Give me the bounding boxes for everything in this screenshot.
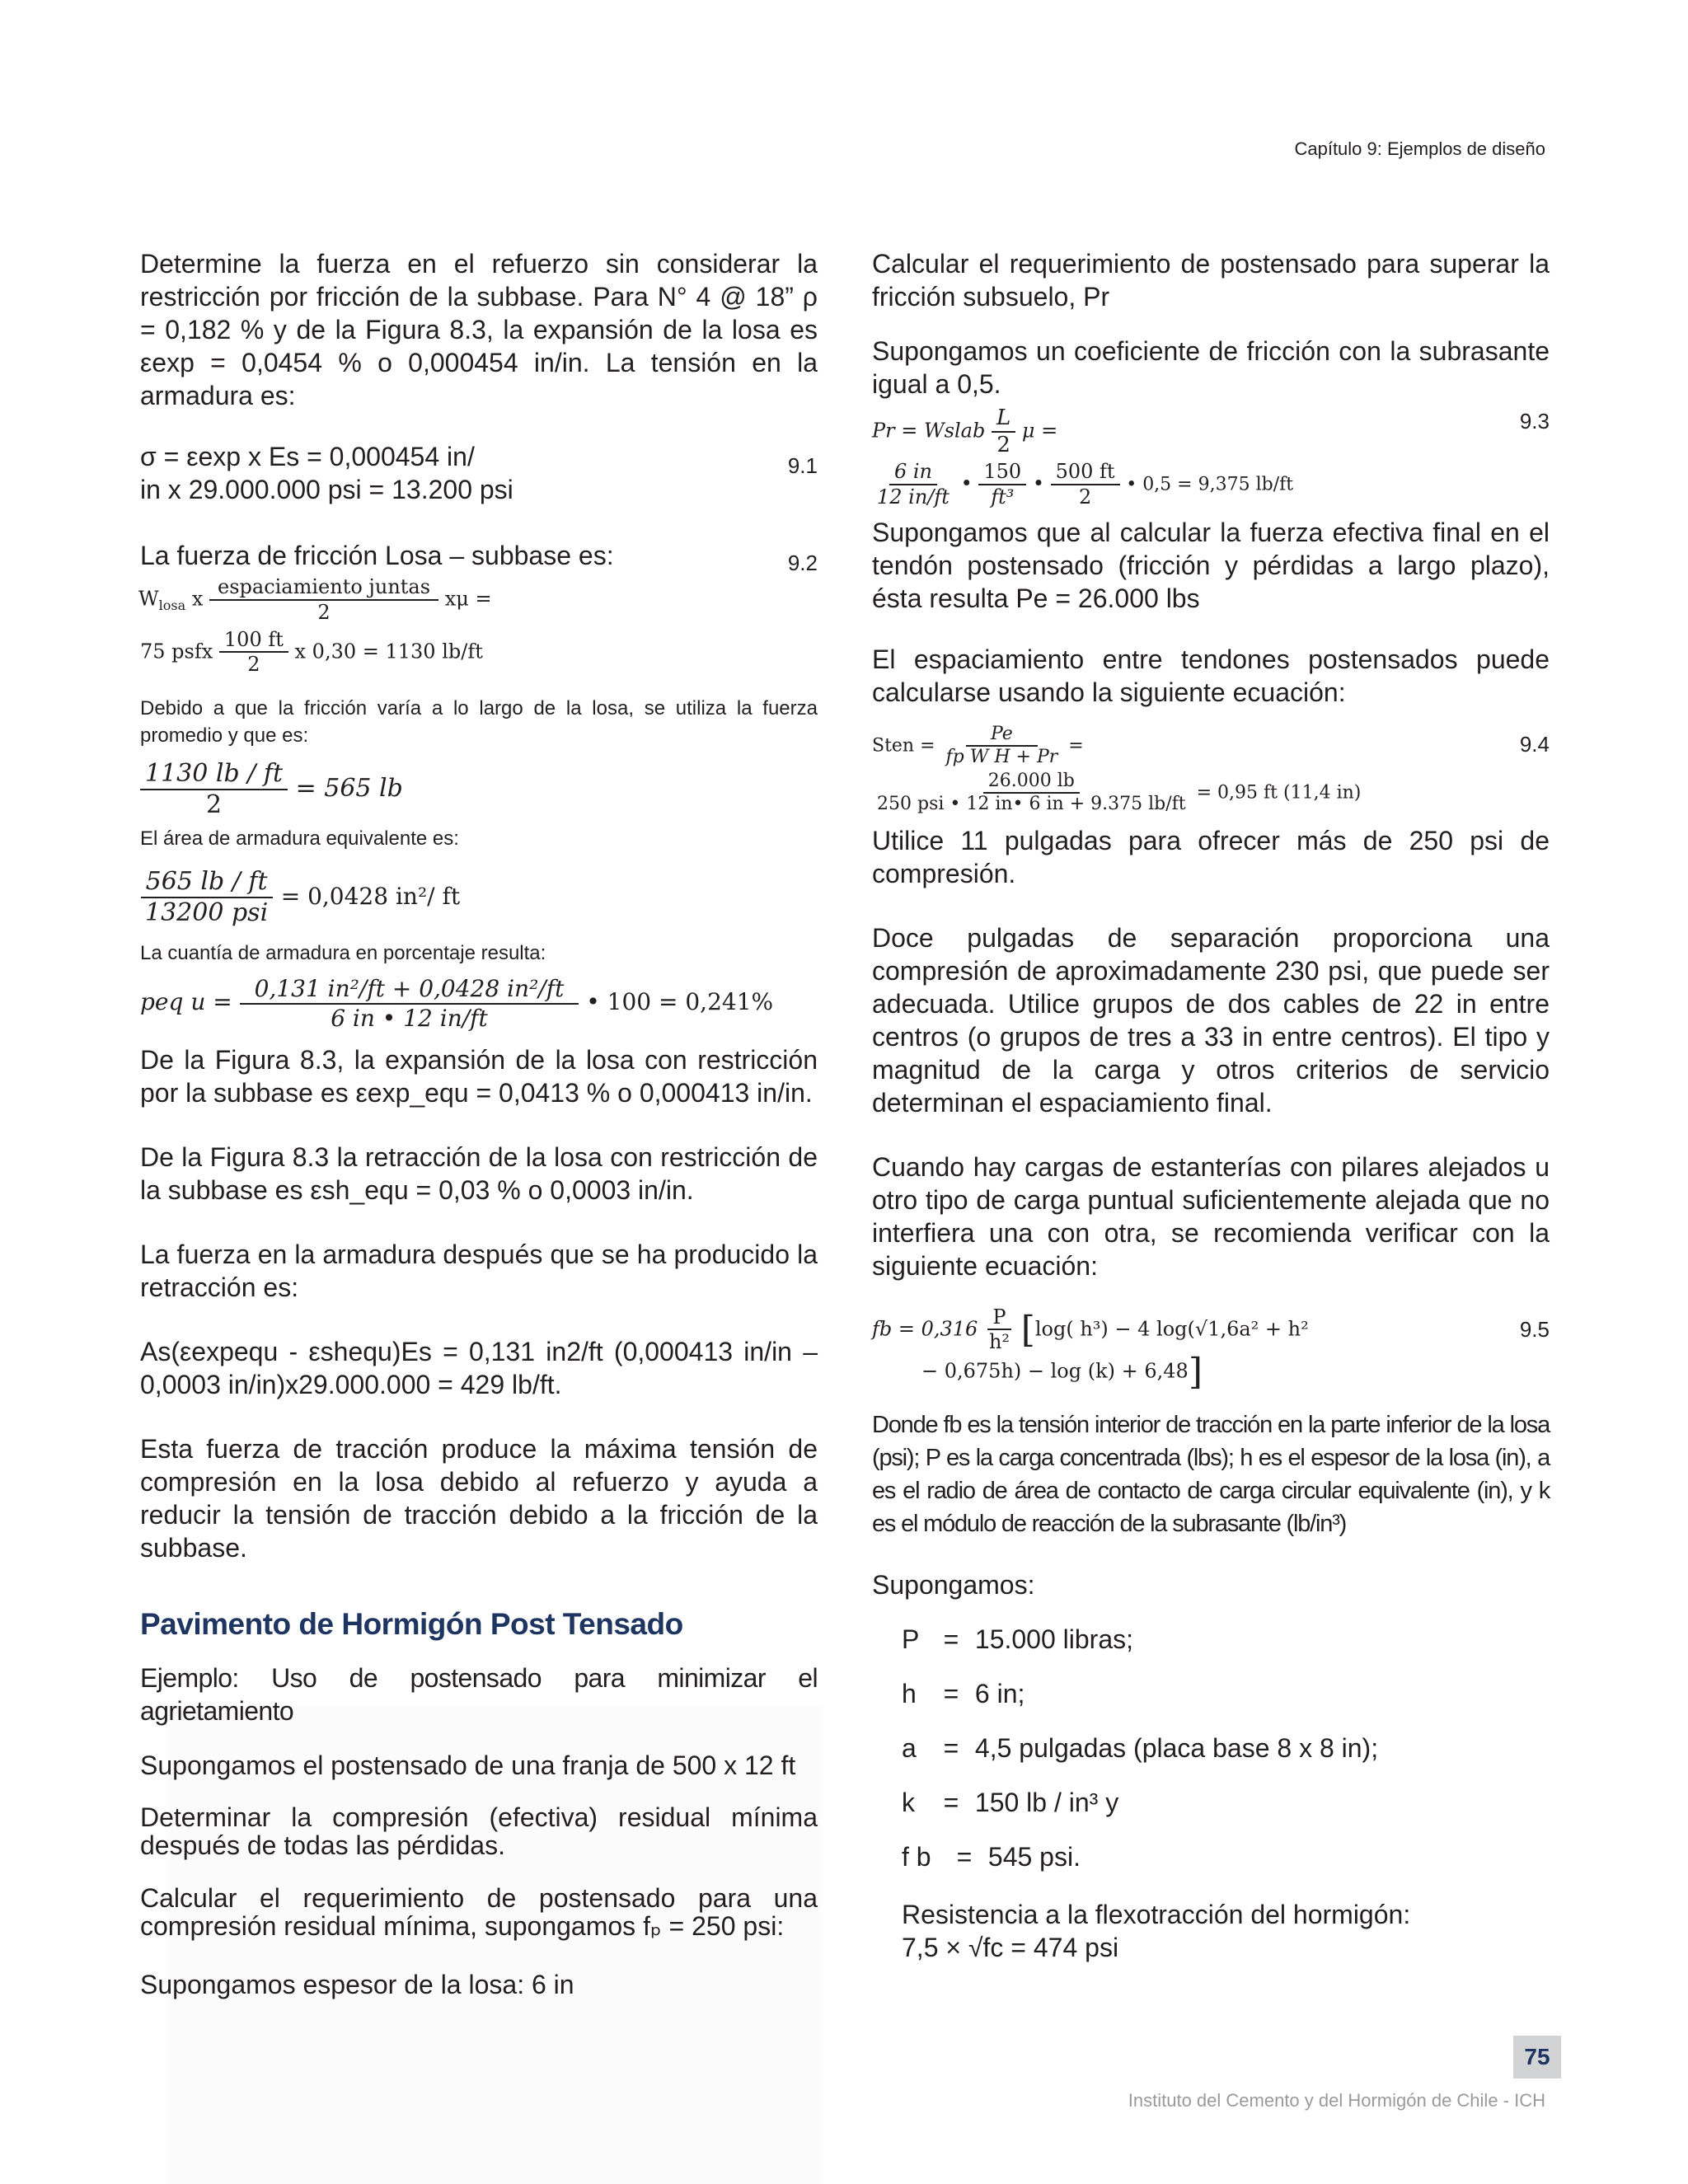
paragraph: Supongamos un coeficiente de fricción con la subrasante igual a 0,5. <box>872 336 1550 399</box>
paragraph: Donde fb es la tensión interior de tracción en la parte inferior de la losa (psi); P es la carga concentrada (lbs); h es el espesor de la losa (in), a es el radio de área de contacto de carga circular equivalente (in), y k es el módulo de reacción de la subrasante (lb/in³) <box>872 1412 1550 1538</box>
numerator: Pe <box>966 724 1038 747</box>
denominator: 2 <box>205 790 223 820</box>
eq-text: − 0,675h) − log (k) + 6,48 <box>921 1359 1189 1383</box>
paragraph: Supongamos espesor de la losa: 6 in <box>140 1970 574 2000</box>
fraction <box>219 628 288 677</box>
denominator: 2 <box>247 653 260 677</box>
paragraph: Cuando hay cargas de estanterías con pilares alejados u otro tipo de carga puntual suficientemente alejada que no interfiera una con otra, se recomienda verificar con la siguiente ecuación: <box>872 1151 1550 1281</box>
numerator: 100 ft <box>219 628 288 654</box>
fraction <box>140 759 288 820</box>
equation-number: 9.3 <box>1519 409 1550 434</box>
paragraph: La cuantía de armadura en porcentaje resulta: <box>140 942 546 965</box>
equation-area <box>140 867 818 928</box>
denominator: 2 <box>317 600 331 624</box>
denominator: 250 psi • 12 in• 6 in + 9.375 lb/ft <box>877 794 1186 815</box>
footer-institution: Instituto del Cemento y del Hormigón de Chile - ICH <box>1128 2090 1545 2111</box>
paragraph: Calcular el requerimiento de postensado para una compresión residual mínima, supongamos fₚ = 250 psi: <box>140 1883 818 1942</box>
paragraph: Resistencia a la flexotracción del hormigón: <box>902 1900 1411 1930</box>
eq-text: = 0,95 ft (11,4 in) <box>1196 782 1362 804</box>
eq-text: μ = <box>1021 419 1058 443</box>
equation-9-1 <box>140 440 818 506</box>
numerator: 1130 lb / ft <box>140 759 288 790</box>
paragraph: De la Figura 8.3, la expansión de la losa con restricción por la subbase es εexp_equ = 0,0413 % o 0,000413 in/in. <box>140 1045 818 1108</box>
list-item: h = 6 in; <box>902 1679 1025 1709</box>
numerator: 150 <box>978 460 1026 485</box>
section-title: Pavimento de Hormigón Post Tensado <box>140 1607 683 1642</box>
paragraph: Determine la fuerza en el refuerzo sin considerar la restricción por fricción de la subbase. Para N° 4 @ 18” ρ = 0,182 % y de la Figura 8.3, la expansión de la losa es εexp = 0,0454 % o 0,000454 in/in. La tensión en la armadura es: <box>140 249 818 410</box>
numerator: 26.000 lb <box>983 771 1080 794</box>
equation-9-5: 9.5 fb = 0,316 $\frac{P}{\text{h²}}$ [log( h³) − 4 log(√1,6a² + h² − 0,675h) − log (k) + 6,48] <box>872 1305 1550 1394</box>
right-column <box>872 247 1550 1964</box>
denominator: ft³ <box>991 485 1015 509</box>
eq-text: peq u = <box>140 988 232 1016</box>
eq-text: • 0,5 = 9,375 lb/ft <box>1126 474 1294 495</box>
paragraph: La fuerza en la armadura después que se ha producido la retracción es: <box>140 1240 818 1303</box>
equation-9-4 <box>872 724 1550 816</box>
eq-text: 75 psfx <box>140 639 213 663</box>
equation-average <box>140 759 818 820</box>
eq-symbol: x <box>191 587 204 611</box>
page-number: 75 <box>1513 2036 1561 2079</box>
left-column <box>140 247 818 2001</box>
equation-9-3: 9.3 Pr = Wslab $\frac{L}{2}$ μ = $\frac{6 in}{12 in/ft}$ • $\frac{150}{\text{ft³}}$ • $\frac{500 ft}{2}$ • 0,5 = 9,375 lb/ft <box>872 405 1550 509</box>
eq-text: x 0,30 = 1130 lb/ft <box>294 639 483 663</box>
fraction <box>984 1305 1015 1355</box>
denominator: 12 in/ft <box>877 485 950 509</box>
paragraph: La fuerza de fricción Losa – subbase es: <box>140 541 614 570</box>
fraction <box>209 575 438 625</box>
eq-text: • 100 = 0,241% <box>586 988 774 1016</box>
fraction <box>140 867 273 928</box>
denominator: 13200 psi <box>145 898 269 928</box>
fraction <box>872 771 1191 816</box>
list-item: a = 4,5 pulgadas (placa base 8 x 8 in); <box>902 1733 1379 1764</box>
paragraph: 7,5 × √fc = 474 psi <box>902 1933 1119 1963</box>
variable-list <box>872 1623 1550 1873</box>
equation-number: 9.1 <box>787 453 818 478</box>
numerator: espaciamiento juntas <box>209 575 438 601</box>
fraction <box>978 460 1026 509</box>
numerator: 500 ft <box>1051 460 1120 485</box>
paragraph: Supongamos el postensado de una franja de 500 x 12 ft <box>140 1750 796 1781</box>
paragraph: Utilice 11 pulgadas para ofrecer más de 250 psi de compresión. <box>872 825 1550 888</box>
list-item: f b = 545 psi. <box>902 1842 1081 1872</box>
eq-text: xμ = <box>444 587 492 611</box>
equation-number: 9.5 <box>1519 1316 1550 1342</box>
equation-number: 9.2 <box>787 551 818 575</box>
numerator: 565 lb / ft <box>141 867 273 898</box>
numerator: 0,131 in²/ft + 0,0428 in²/ft <box>240 975 579 1005</box>
paragraph: Supongamos que al calcular la fuerza efectiva final en el tendón postensado (fricción y pérdidas a largo plazo), ésta resulta Pe = 26.000 lbs <box>872 517 1550 613</box>
paragraph: El área de armadura equivalente es: <box>140 827 459 851</box>
fraction <box>992 405 1015 458</box>
denominator: h² <box>988 1330 1010 1354</box>
eq-symbol: W <box>138 587 159 611</box>
equation-line: σ = εexp x Es = 0,000454 in/ <box>140 442 475 471</box>
fraction <box>872 460 954 509</box>
paragraph: Ejemplo: Uso de postensado para minimizar el agrietamiento <box>140 1663 818 1727</box>
list-item: P = 15.000 libras; <box>902 1624 1134 1655</box>
paragraph: As(εexpequ - εshequ)Es = 0,131 in2/ft (0,000413 in/in – 0,0003 in/in)x29.000.000 = 429 lb/ft. <box>140 1337 818 1400</box>
paragraph: Esta fuerza de tracción produce la máxima tensión de compresión en la losa debido al refuerzo y ayuda a reducir la tensión de tracción debido a la fricción de la subbase. <box>140 1434 818 1563</box>
paragraph: Calcular el requerimiento de postensado para superar la fricción subsuelo, Pr <box>872 249 1550 312</box>
eq-text: = 565 lb <box>295 774 403 804</box>
denominator: fp W H + Pr <box>945 747 1058 768</box>
paragraph: Supongamos: <box>872 1570 1035 1601</box>
chapter-header: Capítulo 9: Ejemplos de diseño <box>1294 138 1545 159</box>
numerator: 6 in <box>889 460 937 485</box>
eq-text: fb = 0,316 <box>872 1316 978 1340</box>
paragraph: De la Figura 8.3 la retracción de la losa con restricción de la subbase es εsh_equ = 0,03 % o 0,0003 in/in. <box>140 1142 818 1206</box>
eq-text: = <box>1068 735 1084 757</box>
equation-line: in x 29.000.000 psi = 13.200 psi <box>140 475 513 504</box>
denominator: 2 <box>1078 485 1092 509</box>
numerator: P <box>987 1305 1010 1331</box>
eq-text: Sten = <box>872 735 935 757</box>
paragraph: Determinar la compresión (efectiva) residual mínima después de todas las pérdidas. <box>140 1802 818 1861</box>
equation-ratio <box>140 975 818 1032</box>
numerator: L <box>992 405 1015 433</box>
paragraph: Debido a que la fricción varía a lo largo de la losa, se utiliza la fuerza promedio y que es: <box>140 697 818 748</box>
eq-text: Pr = Wslab <box>872 419 986 443</box>
equation-number: 9.4 <box>1519 731 1550 757</box>
denominator: 6 in • 12 in/ft <box>331 1004 488 1032</box>
fraction <box>240 975 579 1032</box>
eq-text: log( h³) − 4 log(√1,6a² + h² <box>1034 1316 1309 1340</box>
eq-subscript: losa <box>158 598 186 614</box>
list-item: k = 150 lb / in³ y <box>902 1788 1119 1818</box>
fraction <box>1051 460 1120 509</box>
denominator: 2 <box>996 433 1010 458</box>
eq-text: = 0,0428 in²/ ft <box>280 883 461 911</box>
paragraph: El espaciamiento entre tendones postensados puede calcularse usando la siguiente ecuación: <box>872 644 1550 707</box>
paragraph: Doce pulgadas de separación proporciona una compresión de aproximadamente 230 psi, que puede ser adecuada. Utilice grupos de dos cables de 22 in entre centros (o grupos de tres a 33 in entre centros). El tipo y magnitud de la carga y otros criterios de servicio determinan el espaciamiento final. <box>872 922 1550 1118</box>
fraction <box>941 724 1063 769</box>
